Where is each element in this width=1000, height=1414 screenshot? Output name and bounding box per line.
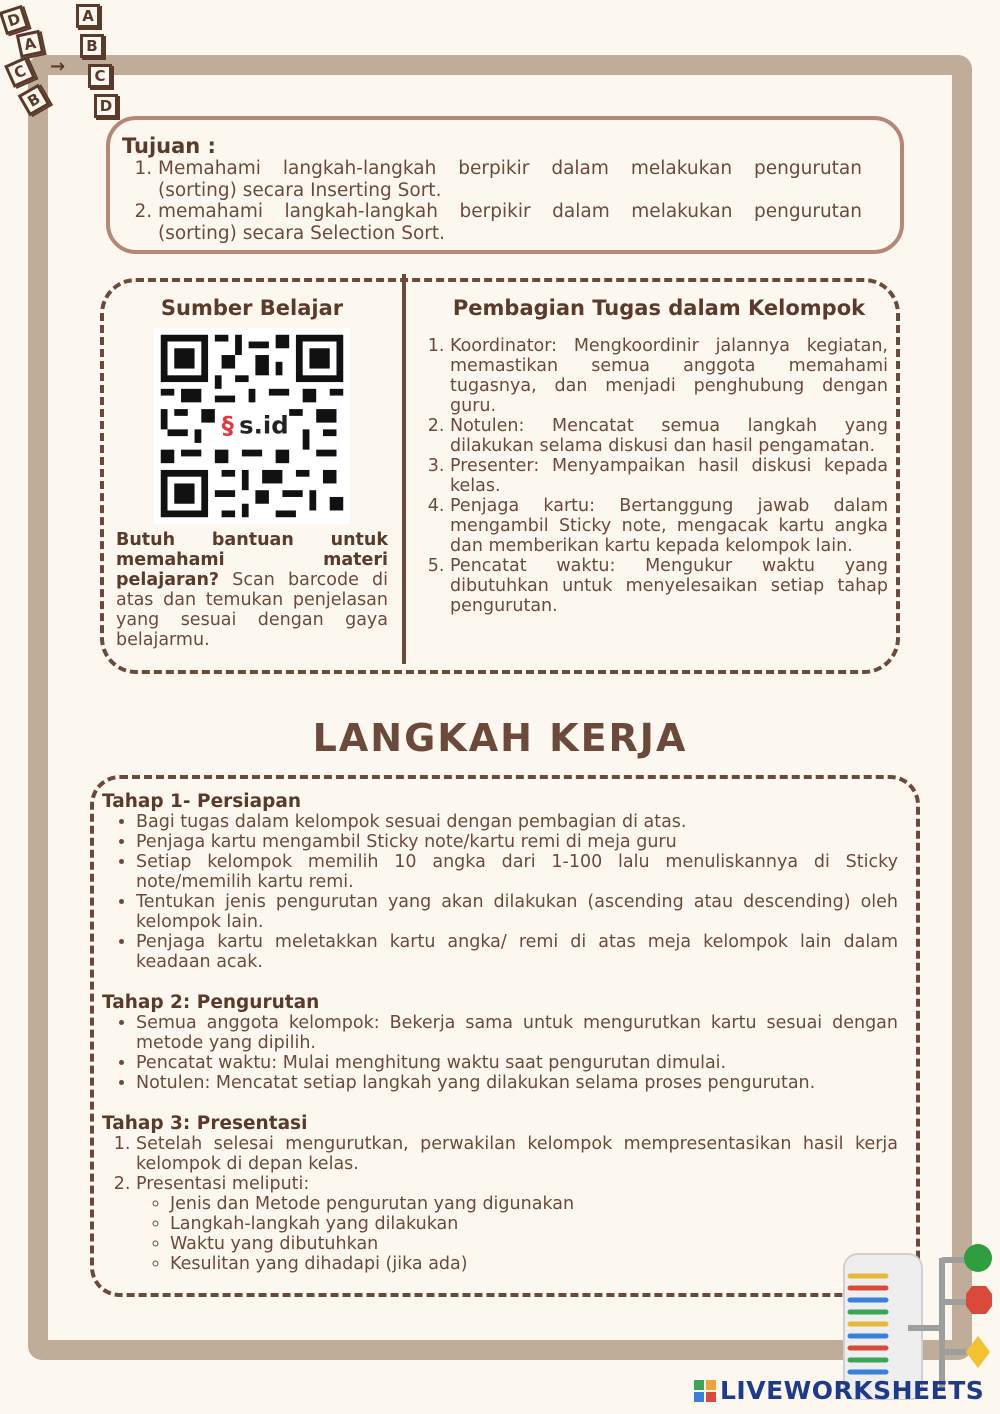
qr-code-icon[interactable] [154,328,350,524]
list-item: • Penjaga kartu mengambil Sticky note/kartu remi di meja guru [136,832,898,852]
help-bold: Butuh bantuan untuk memahami materi pelajaran? [116,530,388,590]
sumber-belajar [116,296,388,650]
list-item: • Notulen: Mencatat setiap langkah yang dilakukan selama proses pengurutan. [136,1073,898,1093]
list-item: • Pencatat waktu: Mulai menghitung waktu saat pengurutan dimulai. [136,1053,898,1073]
tujuan-box [106,116,904,254]
list-item: 4. Penjaga kartu: Bertanggung jawab dalam mengambil Sticky note, mengacak kartu angka dan memberikan kartu kepada kelompok lain. [450,496,888,556]
arrow-right-icon: → [50,56,66,77]
list-item: ◦ Jenis dan Metode pengurutan yang digunakan [170,1194,898,1214]
letter-block: A [76,4,100,28]
help-text: Scan barcode di atas dan temukan penjelasan yang sesuai dengan gaya belajarmu. [116,570,388,650]
list-item: • Tentukan jenis pengurutan yang akan dilakukan (ascending atau descending) oleh kelompok lain. [136,892,898,932]
tahap2-list [136,1013,898,1093]
letter-block: B [18,84,51,117]
letter-block: C [4,56,36,88]
list-item: 2. memahami langkah-langkah berpikir dalam melakukan pengurutan (sorting) secara Selection Sort. [158,201,862,244]
list-item: 5. Pencatat waktu: Mengukur waktu yang dibutuhkan untuk menyelesaikan setiap tahap pengurutan. [450,556,888,616]
tahap1-title: Tahap 1- Persiapan [102,791,302,812]
sumber-title: Sumber Belajar [160,296,344,320]
list-item: 1. Setelah selesai mengurutkan, perwakilan kelompok mempresentasikan hasil kerja kelompok di depan kelas. [136,1134,898,1174]
tugas-title: Pembagian Tugas dalam Kelompok [452,296,866,320]
svg-text:§: § [221,410,234,440]
letter-block: C [88,64,112,88]
list-item: • Penjaga kartu meletakkan kartu angka/ remi di atas meja kelompok lain dalam keadaan acak. [136,932,898,972]
list-item: 1. Memahami langkah-langkah berpikir dalam melakukan pengurutan (sorting) secara Inserting Sort. [158,158,862,201]
list-item: 2. Notulen: Mencatat semua langkah yang dilakukan selama diskusi dan hasil pengamatan. [450,416,888,456]
list-item: ◦ Kesulitan yang dihadapi (jika ada) [170,1254,898,1274]
list-item: ◦ Langkah-langkah yang dilakukan [170,1214,898,1234]
tahap1-list [136,812,898,972]
langkah-kerja-box [90,775,920,1297]
list-item: • Semua anggota kelompok: Bekerja sama untuk mengurutkan kartu sesuai dengan metode yang dipilih. [136,1013,898,1053]
list-item: 1. Koordinator: Mengkoordinir jalannya kegiatan, memastikan semua anggota memahami tugasnya, dan menjadi penghubung dengan guru. [450,336,888,416]
langkah-kerja-title: LANGKAH KERJA [312,716,688,760]
letter-block: D [0,5,29,35]
sumber-help-text [116,530,388,650]
list-item-label: Presentasi meliputi: [136,1174,310,1194]
tahap3-list [136,1134,898,1274]
list-item: 3. Presenter: Menyampaikan hasil diskusi kepada kelas. [450,456,888,496]
resources-box [100,278,900,674]
tahap3-sublist [170,1194,898,1274]
list-item: • Setiap kelompok memilih 10 angka dari 1-100 lalu menuliskannya di Sticky note/memilih kartu remi. [136,852,898,892]
qr-label: s.id [239,410,289,440]
list-item: • Bagi tugas dalam kelompok sesuai dengan pembagian di atas. [136,812,898,832]
tujuan-list [158,158,862,244]
tujuan-title: Tujuan : [122,134,216,158]
tugas-list [450,336,888,616]
pembagian-tugas [430,296,888,616]
tahap2-title: Tahap 2: Pengurutan [102,992,320,1013]
tahap3-title: Tahap 3: Presentasi [102,1113,308,1134]
list-item [136,1174,898,1274]
liveworksheets-logo-icon [694,1380,718,1402]
divider [402,274,406,664]
letter-block: D [94,94,118,118]
letter-block: B [80,34,104,58]
letter-block: A [16,30,44,58]
brand-name[interactable]: LIVEWORKSHEETS [720,1376,985,1405]
list-item: ◦ Waktu yang dibutuhkan [170,1234,898,1254]
